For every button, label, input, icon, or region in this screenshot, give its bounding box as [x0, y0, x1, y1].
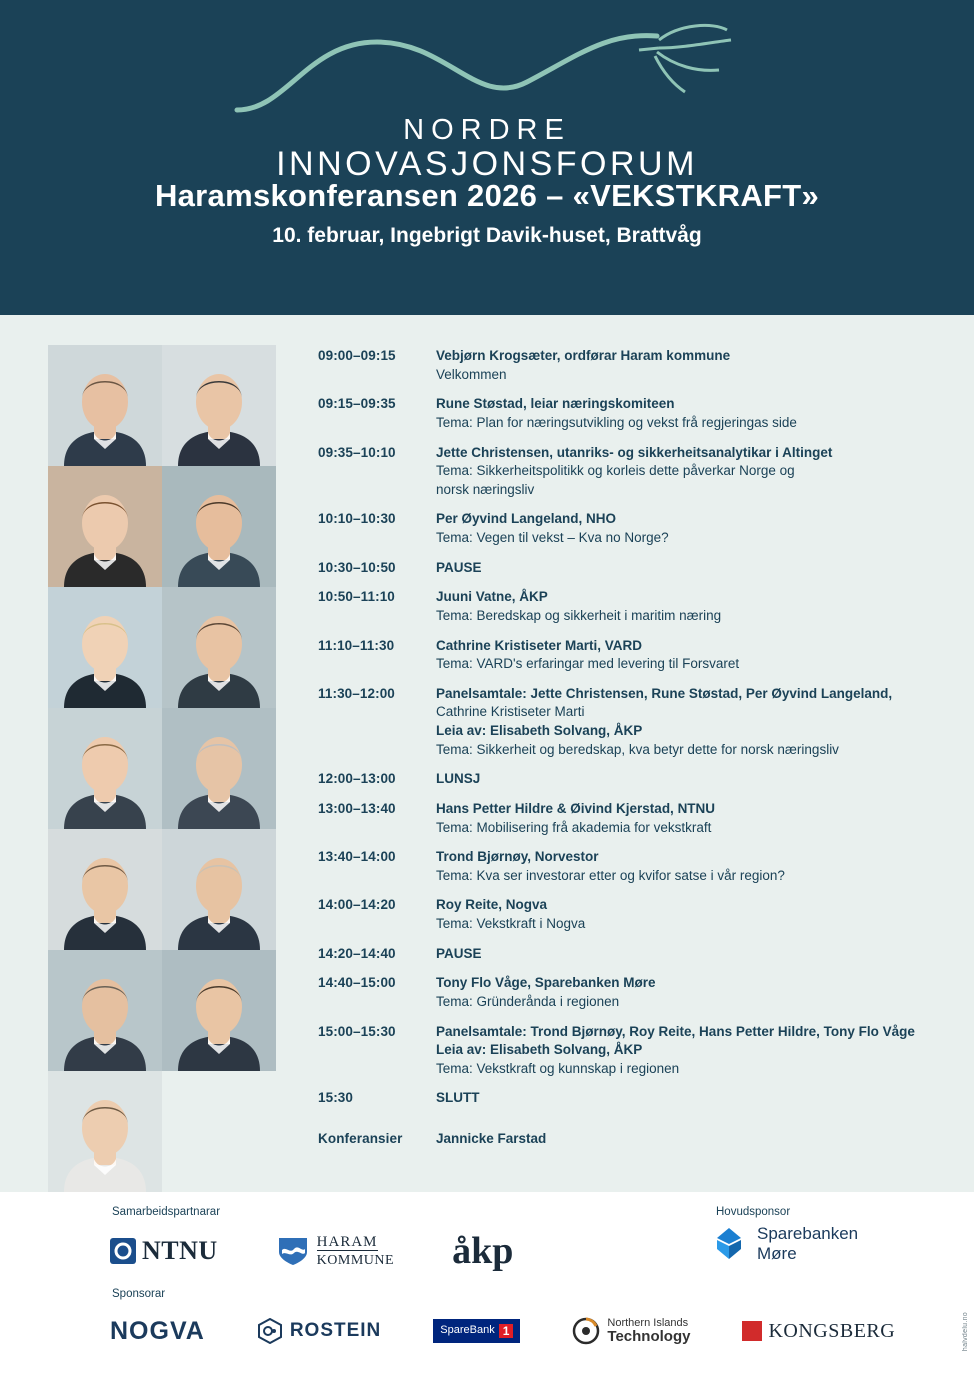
sparebank1-number: 1	[499, 1324, 514, 1339]
agenda-row	[318, 637, 934, 674]
agenda-row	[318, 559, 934, 578]
logo-ntnu	[110, 1236, 218, 1266]
poster-body	[0, 315, 974, 1192]
agenda-time: 12:00–13:00	[318, 771, 396, 787]
design-credit: halvdelu.no	[962, 1311, 969, 1351]
page-subtitle: 10. februar, Ingebrigt Davik-huset, Brattvåg	[272, 224, 702, 247]
speaker-photo	[162, 466, 276, 587]
agenda-line: Tema: Gründerånda i regionen	[436, 993, 620, 1009]
logo-rostein	[257, 1318, 381, 1344]
agenda-row	[318, 896, 934, 933]
host-label: Konferansier	[318, 1131, 403, 1146]
akp-wordmark: åkp	[452, 1229, 514, 1272]
agenda-row	[318, 685, 934, 760]
nit-line1: Northern Islands	[607, 1316, 689, 1329]
agenda-description	[436, 395, 934, 432]
logo-kongsberg	[742, 1320, 895, 1343]
agenda-description	[436, 588, 934, 625]
agenda-row	[318, 800, 934, 837]
agenda-time: 13:40–14:00	[318, 849, 396, 865]
agenda-line: Leia av: Elisabeth Solvang, ÅKP	[436, 1042, 643, 1058]
logo-sparebank1	[433, 1319, 520, 1344]
speaker-photo	[48, 829, 162, 950]
speaker-photo	[48, 950, 162, 1071]
agenda-time: 09:00–09:15	[318, 348, 396, 363]
agenda-time: 11:10–11:30	[318, 637, 395, 653]
sparebanken-more-line1: Sparebanken	[757, 1224, 859, 1243]
agenda-headline: Panelsamtale: Trond Bjørnøy, Roy Reite, Hans Petter Hildre, Tony Flo Våge	[436, 1023, 915, 1039]
agenda-row	[318, 444, 934, 500]
agenda-description	[436, 896, 934, 933]
agenda-row	[318, 510, 934, 547]
agenda-headline: LUNSJ	[436, 771, 481, 787]
agenda-headline: Juuni Vatne, ÅKP	[436, 589, 548, 605]
haram-shield-icon	[276, 1234, 310, 1268]
poster-header	[0, 0, 974, 315]
speaker-photo	[162, 950, 276, 1071]
poster-footer	[0, 1192, 974, 1377]
logo-nogva	[110, 1317, 205, 1346]
logo-haram-kommune	[276, 1233, 394, 1269]
agenda-time: 15:30	[318, 1090, 354, 1106]
speaker-photo	[162, 345, 276, 466]
agenda-line: Tema: Kva ser investorar etter og kvifor satse i vår region?	[436, 867, 785, 883]
rostein-wordmark: ROSTEIN	[289, 1320, 382, 1341]
agenda-description	[436, 945, 934, 964]
agenda-time: 09:35–10:10	[318, 444, 396, 460]
agenda-description	[436, 637, 934, 674]
logo-line-1: NORDRE	[403, 114, 571, 146]
agenda-description	[436, 685, 934, 760]
speaker-photo	[162, 708, 276, 829]
agenda-line: Tema: Beredskap og sikkerheit i maritim næring	[436, 607, 722, 623]
agenda-time: 10:10–10:30	[318, 511, 396, 527]
agenda-description	[436, 974, 934, 1011]
speaker-photo-column	[0, 315, 280, 1192]
agenda-row	[318, 1023, 934, 1079]
agenda-line: Leia av: Elisabeth Solvang, ÅKP	[436, 723, 643, 738]
agenda-line: Tema: VARD's erfaringar med levering til Forsvaret	[436, 656, 740, 672]
agenda-description	[436, 559, 934, 578]
agenda-headline: SLUTT	[436, 1090, 480, 1106]
agenda-line: Tema: Vekstkraft i Nogva	[436, 916, 586, 931]
agenda-row	[318, 588, 934, 625]
agenda-description	[436, 848, 934, 885]
nit-line2: Technology	[607, 1327, 691, 1345]
agenda-headline: Cathrine Kristiseter Marti, VARD	[436, 637, 643, 653]
agenda-row	[318, 770, 934, 789]
agenda-line: Tema: Mobilisering frå akademia for vekstkraft	[436, 819, 712, 835]
agenda-headline: PAUSE	[436, 559, 482, 575]
agenda-row	[318, 945, 934, 964]
sparebanken-more-line2: Møre	[757, 1243, 797, 1263]
agenda-description	[436, 444, 934, 500]
speaker-photo	[162, 587, 276, 708]
agenda-headline: Per Øyvind Langeland, NHO	[436, 511, 617, 527]
agenda-headline: Hans Petter Hildre & Øivind Kjerstad, NTNU	[436, 800, 716, 816]
agenda-headline: Jette Christensen, utanriks- og sikkerheitsanalytikar i Altinget	[436, 444, 833, 460]
agenda-line: Tema: Sikkerheit og beredskap, kva betyr dette for norsk næringsliv	[436, 741, 839, 757]
rostein-mark-icon	[257, 1318, 283, 1344]
kongsberg-wordmark: KONGSBERG	[768, 1319, 896, 1342]
agenda-time: 15:00–15:30	[318, 1023, 396, 1039]
logo-line-2: INNOVASJONSFORUM	[276, 145, 698, 183]
agenda-description	[436, 510, 934, 547]
agenda-line: Tema: Vegen til vekst – Kva no Norge?	[436, 530, 669, 545]
agenda-row	[318, 1089, 934, 1108]
agenda-time: 10:50–11:10	[318, 589, 395, 605]
agenda-line: Tema: Plan for næringsutvikling og vekst frå regjeringas side	[436, 414, 797, 430]
agenda-time: 14:20–14:40	[318, 945, 396, 961]
agenda-time: 09:15–09:35	[318, 396, 396, 412]
sparebank1-wordmark: SpareBank	[440, 1324, 495, 1337]
host-name: Jannicke Farstad	[436, 1131, 547, 1146]
logo-akp	[452, 1229, 514, 1272]
agenda-description	[436, 800, 934, 837]
agenda-line: Tema: Vekstkraft og kunnskap i regionen	[436, 1060, 680, 1076]
haram-wordmark-2: KOMMUNE	[316, 1253, 395, 1268]
haram-wordmark-1: HARAM	[316, 1234, 378, 1250]
speaker-photo	[48, 1071, 162, 1192]
agenda-line: norsk næringsliv	[436, 481, 535, 497]
agenda-line: Tema: Sikkerheitspolitikk og korleis dette påverkar Norge og	[436, 463, 795, 479]
partners-label: Samarbeidspartnarar	[112, 1206, 221, 1218]
agenda-headline: Trond Bjørnøy, Norvestor	[436, 849, 599, 865]
agenda-list	[280, 315, 974, 1192]
kongsberg-mark-icon	[742, 1321, 762, 1341]
ntnu-mark-icon	[110, 1238, 136, 1264]
agenda-time: 14:40–15:00	[318, 975, 396, 991]
sparebanken-more-mark-icon	[710, 1225, 748, 1263]
nogva-wordmark: NOGVA	[110, 1316, 205, 1345]
sponsor-logo-row	[0, 1302, 974, 1360]
logo-northern-islands-technology	[572, 1317, 690, 1346]
speaker-photo-grid	[48, 345, 276, 1192]
agenda-description	[436, 1023, 934, 1079]
agenda-row	[318, 395, 934, 432]
nordre-innovasjonsforum-logo	[227, 22, 747, 183]
agenda-row	[318, 974, 934, 1011]
main-sponsor-label: Hovudsponsor	[716, 1206, 791, 1218]
agenda-headline: Vebjørn Krogsæter, ordførar Haram kommune	[436, 348, 731, 363]
logo-sparebanken-more	[710, 1224, 858, 1263]
agenda-headline: Tony Flo Våge, Sparebanken Møre	[436, 975, 656, 991]
speaker-photo	[48, 466, 162, 587]
ntnu-wordmark: NTNU	[142, 1236, 218, 1265]
agenda-headline: Panelsamtale: Jette Christensen, Rune Støstad, Per Øyvind Langeland,	[436, 685, 893, 701]
agenda-time: 14:00–14:20	[318, 897, 396, 913]
agenda-line: Cathrine Kristiseter Marti	[436, 704, 585, 720]
host-row	[318, 1130, 934, 1149]
speaker-photo	[48, 708, 162, 829]
agenda-headline: PAUSE	[436, 945, 482, 961]
nit-mark-icon	[572, 1317, 600, 1345]
agenda-description	[436, 770, 934, 789]
sponsors-label: Sponsorar	[112, 1288, 166, 1300]
speaker-photo	[162, 829, 276, 950]
agenda-row	[318, 848, 934, 885]
agenda-time: 10:30–10:50	[318, 559, 396, 575]
agenda-time: 11:30–12:00	[318, 685, 395, 701]
agenda-time: 13:00–13:40	[318, 800, 396, 816]
speaker-photo	[48, 345, 162, 466]
agenda-headline: Roy Reite, Nogva	[436, 897, 548, 913]
agenda-line: Velkommen	[436, 366, 507, 382]
agenda-description	[436, 1089, 934, 1108]
page-title: Haramskonferansen 2026 – «VEKSTKRAFT»	[154, 178, 820, 213]
agenda-headline: Rune Støstad, leiar næringskomiteen	[436, 396, 675, 412]
agenda-row	[318, 347, 934, 384]
speaker-photo	[48, 587, 162, 708]
agenda-description	[436, 347, 934, 384]
